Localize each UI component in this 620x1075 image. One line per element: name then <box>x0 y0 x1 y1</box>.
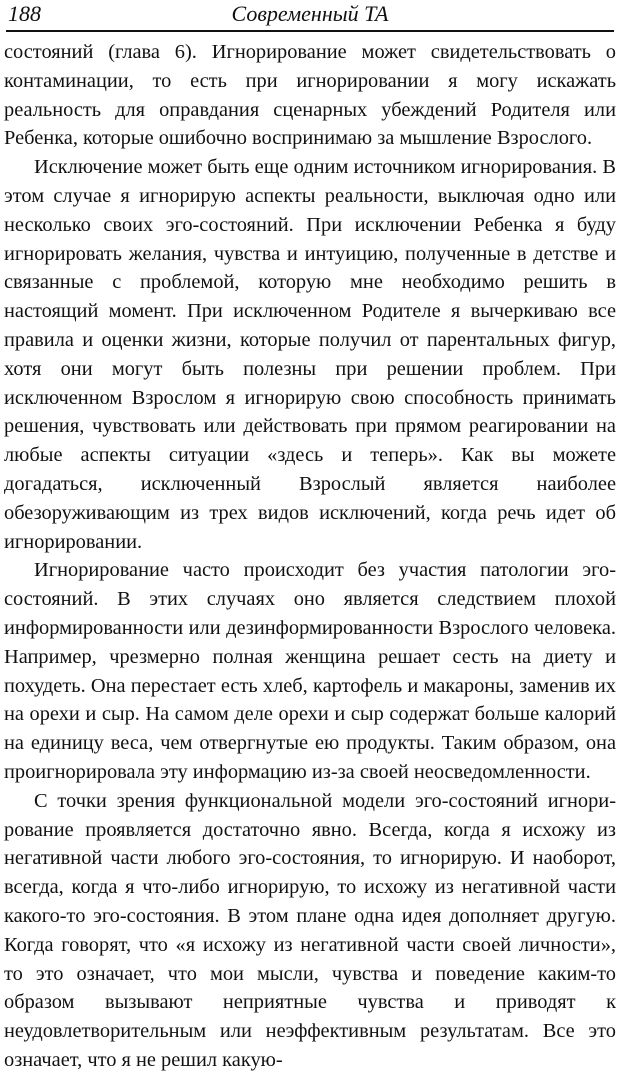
paragraph-functional-model: С точки зрения функциональной модели эго-состояний игнорирование проявляется достаточно явно. Всегда, когда я исхожу из негативной части любого эго-состояния, то игнорирую. И наоборот, всегда, когда я что-либо игнорирую, то исхожу из негативной части какого-то эго-состояния. В этом плане одна идея дополняет другую. Когда говорят, что «я исхожу из негативной части своей личности», то это означает, что мои мысли, чувства и поведение каким-то образом вызывают неприятные чувства и приводят к неудовлетворительным или неэффективным результатам. Все это означает, что я не решил какую- <box>4 789 616 1071</box>
paragraph-exclusion: Исключение может быть еще одним источником игнорирования. В этом случае я игнорирую аспекты реальности, выключая одно или несколько своих эго-состояний. При исключении Ребенка я буду игнорировать желания, чувства и интуицию, полученные в детстве и связанные с проблемой, которую мне необходимо решить в настоящий момент. При исключенном Родителе я вычеркиваю все правила и оценки жизни, которые получил от парентальных фигур, хотя они могут быть полезны при решении проблем. При исключенном Взрослом я игнорирую свою способность принимать решения, чувствовать или действовать при прямом реагировании на любые аспекты ситуации «здесь и теперь». Как вы можете догадаться, исключенный Взрослый является наиболее обезоруживающим из трех видов исключений, когда речь идет об игнорировании. <box>4 156 616 553</box>
paragraph-misinformation: Игнорирование часто происходит без участия патологии эго-состояний. В этих случаях оно является следствием плохой информированности или дезинформированности Взрослого человека. Например, чрезмерно полная женщина решает сесть на диету и похудеть. Она перестает есть хлеб, картофель и макароны, заменив их на орехи и сыр. На самом деле орехи и сыр содержат больше калорий на единицу веса, чем отвергнутые ею продукты. Таким образом, она проигнорировала эту информацию из-за своей неосведомленности. <box>4 559 616 783</box>
body-text <box>4 38 616 1075</box>
page-number: 188 <box>8 1 41 26</box>
running-head: Современный ТА <box>231 1 389 26</box>
page-header <box>6 0 614 32</box>
paragraph-continuation: состояний (глава 6). Игнорирование может свидетельствовать о контаминации, то есть при игнорировании я могу искажать реальность для оправдания сценарных убеждений Родителя или Ребенка, которые ошибочно воспринимаю за мышление Взрослого. <box>4 41 616 150</box>
